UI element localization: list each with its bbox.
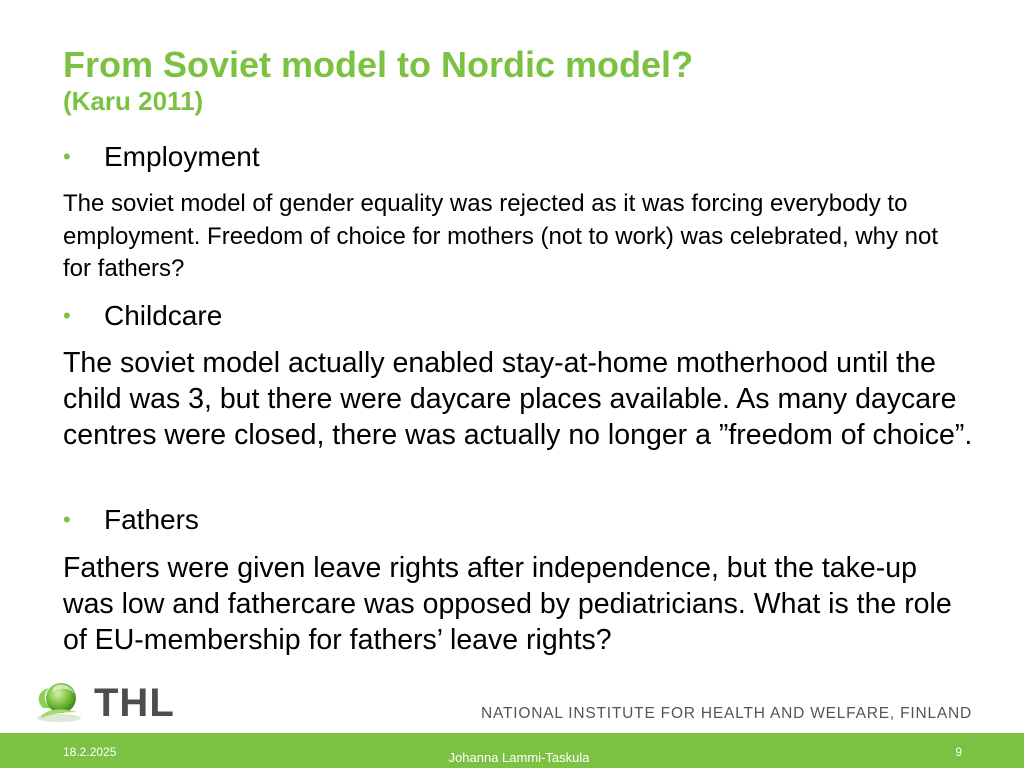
logo-text: THL xyxy=(94,681,175,725)
bullet-dot-icon: • xyxy=(63,507,71,532)
bullet-label: Fathers xyxy=(104,504,199,535)
paragraph-fathers: Fathers were given leave rights after independence, but the take-up was low and fathercare was opposed by pediatricians. What is the role of EU-membership for fathers’ leave rights? xyxy=(63,552,952,656)
paragraph-employment: The soviet model of gender equality was rejected as it was forcing everybody to employment. Freedom of choice for mothers (not to work) was celebrated, why not for fathers? xyxy=(63,190,939,282)
footer-date: 18.2.2025 xyxy=(63,745,117,759)
institute-name: NATIONAL INSTITUTE FOR HEALTH AND WELFARE, FINLAND xyxy=(481,705,972,722)
paragraph-childcare: The soviet model actually enabled stay-at-home motherhood until the child was 3, but there were daycare places available. As many daycare centres were closed, there was actually no longer a ”freedom of choice”. xyxy=(63,347,973,451)
slide-title: From Soviet model to Nordic model? xyxy=(63,44,694,85)
footer-author: Johanna Lammi-Taskula xyxy=(448,750,590,765)
slide-subtitle: (Karu 2011) xyxy=(63,86,204,116)
page-number: 9 xyxy=(955,745,962,759)
bullet-dot-icon: • xyxy=(63,144,71,169)
bullet-label: Childcare xyxy=(104,300,223,331)
bullet-label: Employment xyxy=(104,141,260,172)
bullet-dot-icon: • xyxy=(63,303,71,328)
